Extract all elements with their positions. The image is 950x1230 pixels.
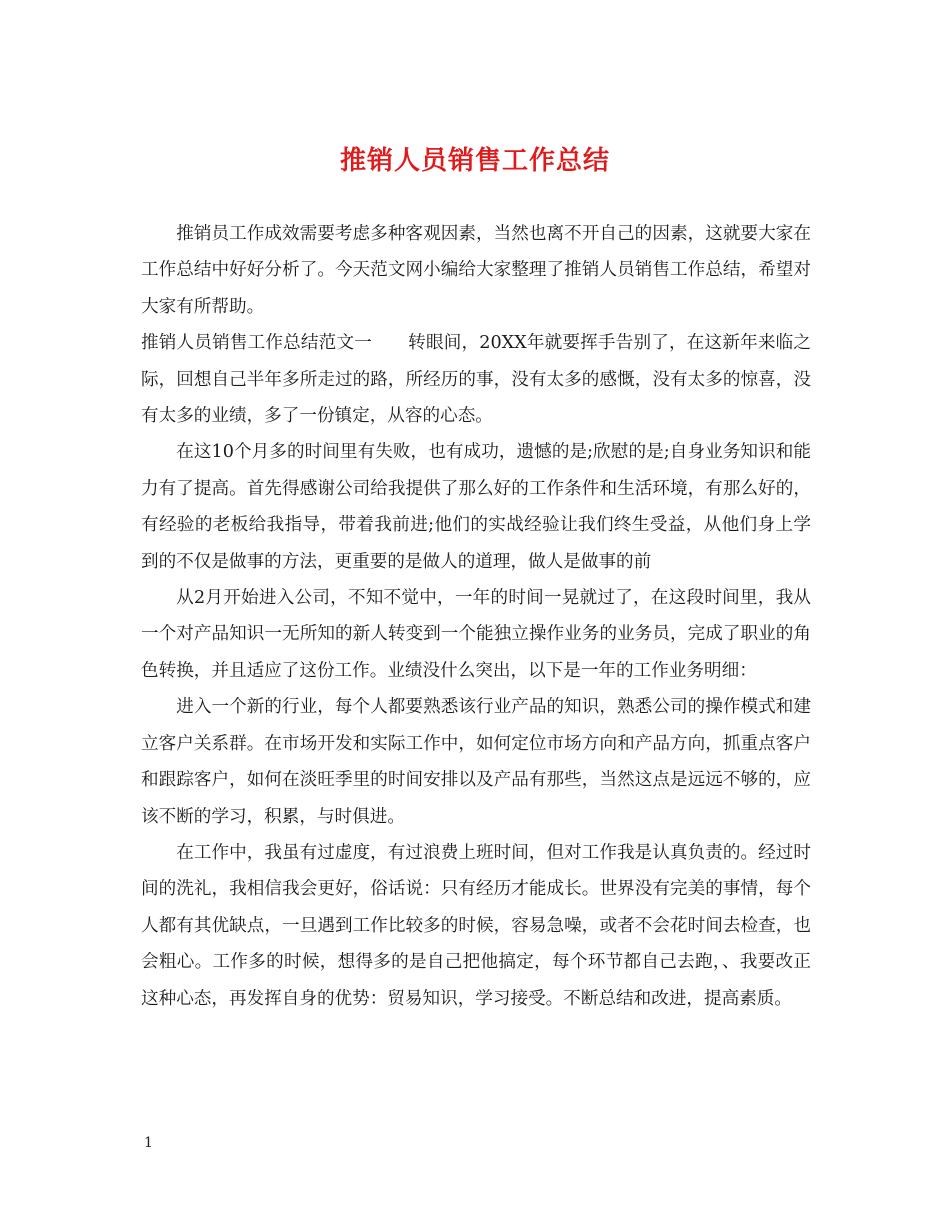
body-paragraph: 从2月开始进入公司，不知不觉中，一年的时间一晃就过了，在这段时间里，我从一个对产品知识一无所知的新人转变到一个能独立操作业务的业务员，完成了职业的角色转换，并且适应了这份工作。业绩没什么突出，以下是一年的工作业务明细： [141, 588, 811, 681]
intro-paragraph: 推销员工作成效需要考虑多种客观因素，当然也离不开自己的因素，这就要大家在工作总结中好好分析了。今天范文网小编给大家整理了推销人员销售工作总结，希望对大家有所帮助。 [141, 224, 811, 317]
page-number: 1 [144, 1135, 153, 1151]
document-body [141, 216, 811, 1017]
body-paragraph: 在工作中，我虽有过虚度，有过浪费上班时间，但对工作我是认真负责的。经过时间的洗礼，我相信我会更好，俗话说：只有经历才能成长。世界没有完美的事情，每个人都有其优缺点，一旦遇到工作比较多的时候，容易急噪，或者不会花时间去检查，也会粗心。工作多的时候，想得多的是自己把他搞定，每个环节都自己去跑，、我要改正这种心态，再发挥自身的优势：贸易知识，学习接受。不断总结和改进，提高素质。 [141, 842, 811, 1009]
body-paragraph: 在这10个月多的时间里有失败，也有成功，遗憾的是;欣慰的是;自身业务知识和能力有了提高。首先得感谢公司给我提供了那么好的工作条件和生活环境，有那么好的，有经验的老板给我指导，带着我前进;他们的实战经验让我们终生受益，从他们身上学到的不仅是做事的方法，更重要的是做人的道理，做人是做事的前 [141, 442, 811, 572]
section-paragraph [141, 325, 811, 434]
section-text: 转眼间，20XX年就要挥手告别了，在这新年来临之际，回想自己半年多所走过的路，所经历的事，没有太多的感慨，没有太多的惊喜，没有太多的业绩，多了一份镇定，从容的心态。 [141, 333, 811, 427]
body-paragraph: 进入一个新的行业，每个人都要熟悉该行业产品的知识，熟悉公司的操作模式和建立客户关系群。在市场开发和实际工作中，如何定位市场方向和产品方向，抓重点客户和跟踪客户，如何在淡旺季里的时间安排以及产品有那些，当然这点是远远不够的，应该不断的学习，积累，与时俱进。 [141, 697, 811, 827]
section-heading: 推销人员销售工作总结范文一 [141, 333, 372, 354]
document-title: 推销人员销售工作总结 [339, 146, 610, 176]
